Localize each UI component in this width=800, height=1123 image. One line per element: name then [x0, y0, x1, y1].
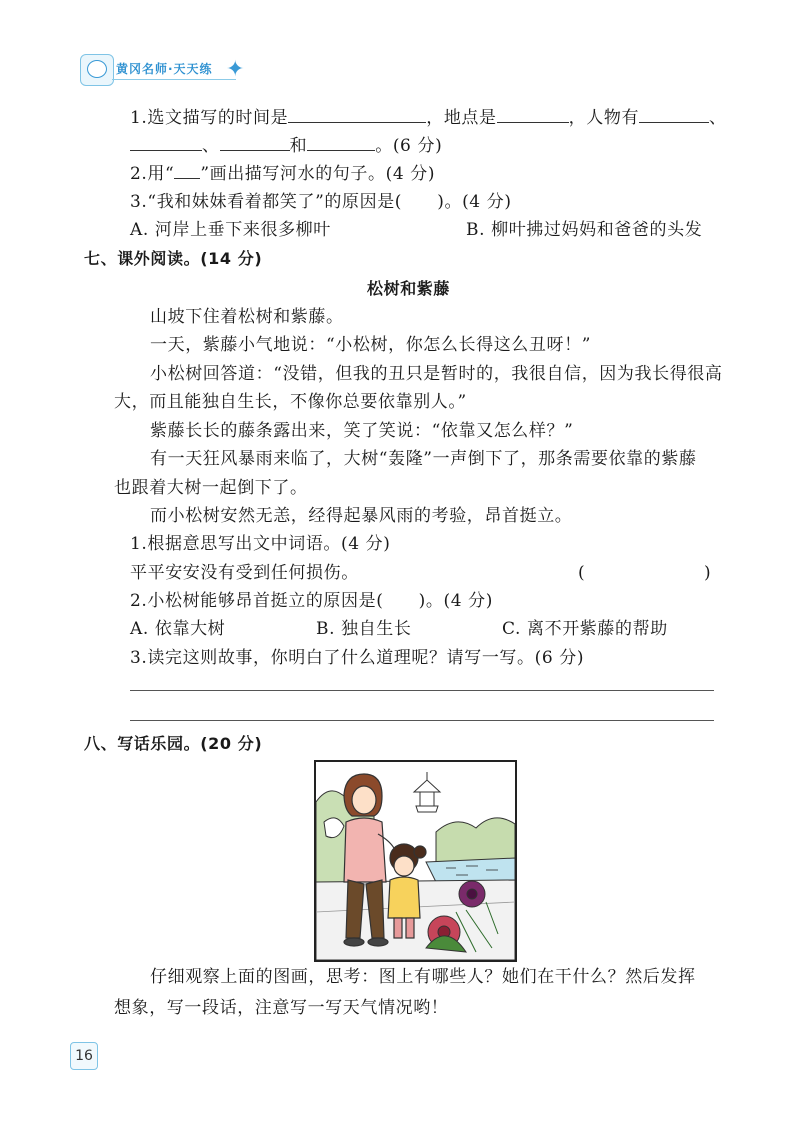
answer-line-2[interactable]	[130, 720, 714, 721]
passage-paragraph: 山坡下住着松树和紫藤。	[150, 307, 344, 327]
passage-paragraph: 小松树回答道：“没错，但我的丑只是暂时的，我很自信，因为我长得很高	[150, 364, 723, 384]
s7-q3-stem: 3.读完这则故事，你明白了什么道理呢？请写一写。(6 分)	[130, 648, 585, 668]
section7-heading: 七、课外阅读。(14 分)	[84, 249, 263, 268]
writing-prompt-line2: 想象，写一段话，注意写一写天气情况哟！	[114, 998, 449, 1018]
passage-paragraph: 有一天狂风暴雨来临了，大树“轰隆”一声倒下了，那条需要依靠的紫藤	[150, 449, 697, 469]
answer-paren-left: (	[578, 563, 586, 583]
passage-paragraph: 紫藤长长的藤条露出来，笑了笑说：“依靠又怎么样？”	[150, 421, 574, 441]
answer-line-1[interactable]	[130, 690, 714, 691]
page-number: 16	[70, 1042, 98, 1070]
header-rule	[112, 79, 236, 80]
writing-prompt-illustration	[314, 760, 517, 962]
q6-item3-option-a[interactable]: A. 河岸上垂下来很多柳叶	[130, 220, 331, 240]
section8-heading: 八、写话乐园。(20 分)	[84, 734, 263, 753]
s7-q2-stem: 2.小松树能够昂首挺立的原因是( )。(4 分)	[130, 591, 493, 611]
s7-q2-option-c[interactable]: C. 离不开紫藤的帮助	[502, 619, 668, 639]
answer-blank-person3[interactable]	[220, 136, 290, 151]
q6-item1-line2: 、 和 。(6 分)	[130, 136, 442, 156]
answer-blank-person1[interactable]	[639, 108, 709, 123]
q6-item2: 2.用“ ”画出描写河水的句子。(4 分)	[130, 164, 436, 184]
answer-blank-person2[interactable]	[130, 136, 202, 151]
q6-item1-line1: 1.选文描写的时间是 ，地点是 ，人物有 、	[130, 108, 727, 128]
s7-q2-option-a[interactable]: A. 依靠大树	[130, 619, 226, 639]
passage-paragraph: 一天，紫藤小气地说：“小松树，你怎么长得这么丑呀！”	[150, 335, 591, 355]
passage-paragraph-cont: 大，而且能独自生长，不像你总要依靠别人。”	[114, 392, 467, 412]
star-icon: ✦	[226, 57, 245, 82]
q6-item3-stem: 3.“我和妹妹看着都笑了”的原因是( )。(4 分)	[130, 192, 512, 212]
answer-blank-place[interactable]	[497, 108, 569, 123]
s7-q1-meaning: 平平安安没有受到任何损伤。	[130, 563, 359, 583]
answer-blank-person4[interactable]	[307, 136, 375, 151]
answer-paren-right: )	[704, 563, 712, 583]
word-answer-field[interactable]	[592, 561, 700, 583]
brand-title: 黄冈名师·天天练	[116, 62, 213, 76]
mother-daughter-flowers-illustration	[316, 762, 515, 960]
q6-item3-option-b[interactable]: B. 柳叶拂过妈妈和爸爸的头发	[466, 220, 703, 240]
s7-q2-option-b[interactable]: B. 独自生长	[316, 619, 412, 639]
writing-prompt-line1: 仔细观察上面的图画，思考：图上有哪些人？她们在干什么？然后发挥	[150, 967, 696, 987]
s7-q1-stem: 1.根据意思写出文中词语。(4 分)	[130, 534, 391, 554]
answer-blank-time[interactable]	[288, 108, 426, 123]
passage-paragraph: 而小松树安然无恙，经得起暴风雨的考验，昂首挺立。	[150, 506, 573, 526]
bear-logo-icon	[87, 60, 107, 78]
passage-title: 松树和紫藤	[367, 279, 451, 298]
passage-paragraph-cont: 也跟着大树一起倒下了。	[114, 478, 308, 498]
